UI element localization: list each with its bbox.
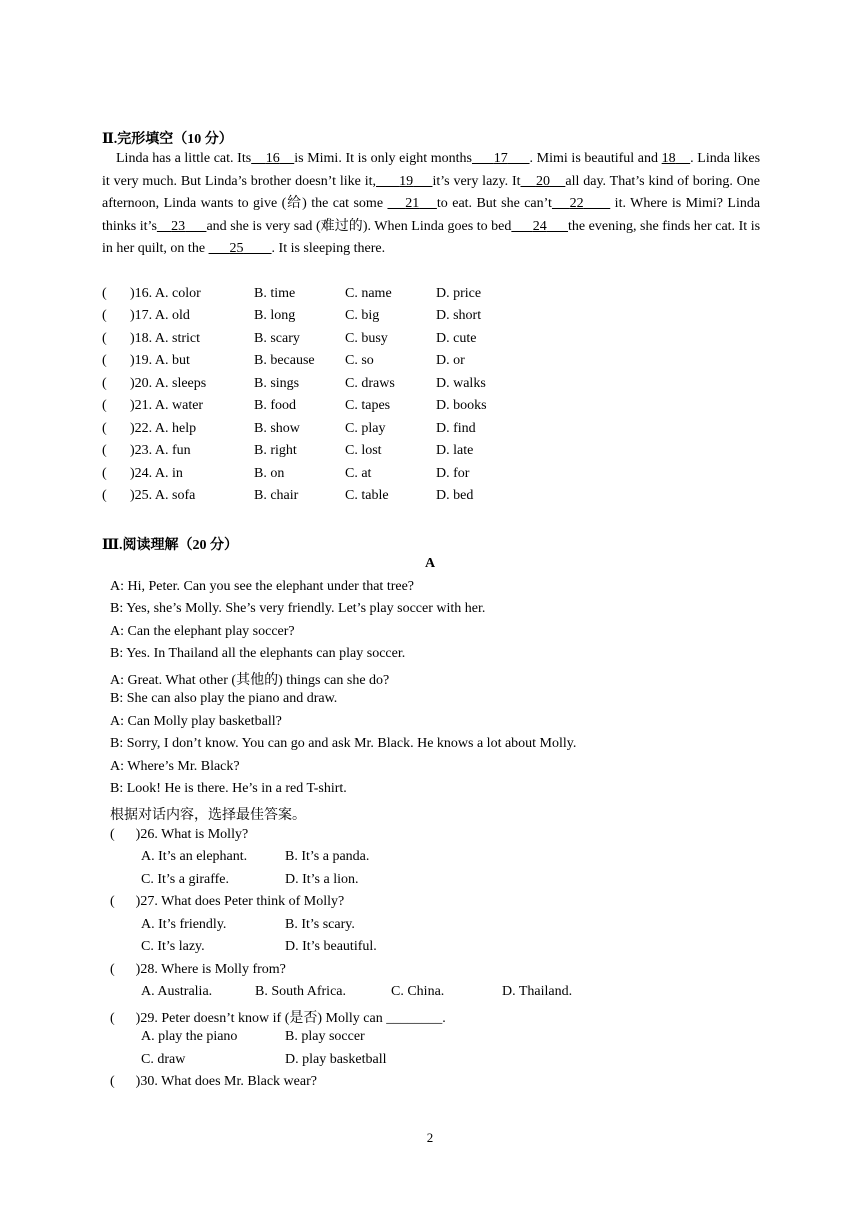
choice-29-d: D. play basketball [285,1052,387,1067]
option-c: C. big [345,308,380,323]
answer-paren[interactable]: ( [102,376,107,391]
question-27: ( )27. What does Peter think of Molly? [110,894,345,909]
cloze-passage [102,148,760,261]
option-a: )22. A. help [130,421,197,436]
cloze-item [102,353,760,375]
choice-26-b: B. It’s a panda. [285,849,370,864]
passage-text: and she is very sad (难过的). When Linda goes to bed [206,218,512,234]
dialogue-line: A: Hi, Peter. Can you see the elephant under that tree? [110,579,415,594]
passage-text: it. Where is Mimi? Linda thinks it’s [102,196,761,234]
passage-text: is Mimi. It is only eight months [294,151,472,166]
option-b: B. on [254,466,285,481]
dialogue-line: B: Yes, she’s Molly. She’s very friendly. Let’s play soccer with her. [110,601,486,616]
answer-paren[interactable]: ( [102,353,107,368]
instruction: 根据对话内容，选择最佳答案。 [110,808,306,823]
answer-paren[interactable]: ( [102,331,107,346]
choice-27-a: A. It’s friendly. [141,917,227,932]
option-b: B. long [254,308,296,323]
option-a: )20. A. sleeps [130,376,207,391]
choice-26-d: D. It’s a lion. [285,872,359,887]
option-b: B. right [254,443,297,458]
cloze-item [102,466,760,488]
option-b: B. food [254,398,296,413]
choice-29-c: C. draw [141,1052,186,1067]
choice-28-b: B. South Africa. [255,984,346,999]
passage-label: A [424,556,436,571]
choice-29-a: A. play the piano [141,1029,238,1044]
option-b: B. because [254,353,315,368]
option-b: B. sings [254,376,300,391]
option-b: B. scary [254,331,300,346]
blank-16: 16 [265,151,280,166]
answer-paren[interactable]: ( [102,443,107,458]
blank-20: 20 [535,173,550,189]
option-c: C. busy [345,331,388,346]
cloze-item [102,398,760,420]
option-d: D. or [436,353,465,368]
option-d: D. price [436,286,482,301]
question-28: ( )28. Where is Molly from? [110,962,286,977]
option-c: C. lost [345,443,382,458]
option-a: )25. A. sofa [130,488,196,503]
answer-paren[interactable]: ( [102,466,107,481]
answer-paren[interactable]: ( [102,308,107,323]
option-d: D. find [436,421,476,436]
blank-18: 18 [661,151,676,166]
question-29: ( )29. Peter doesn’t know if (是否) Molly can ________. [110,1011,446,1026]
option-a: )17. A. old [130,308,190,323]
cloze-item [102,286,760,308]
cloze-item [102,331,760,353]
option-a: )16. A. color [130,286,201,301]
dialogue-line: B: Yes. In Thailand all the elephants can play soccer. [110,646,406,661]
option-c: C. at [345,466,372,481]
choice-28-d: D. Thailand. [502,984,573,999]
option-c: C. draws [345,376,395,391]
choice-29-b: B. play soccer [285,1029,365,1044]
blank-17: 17 [493,151,508,166]
option-d: D. late [436,443,474,458]
dialogue-line: A: Can Molly play basketball? [110,714,282,729]
cloze-item [102,308,760,330]
question-30: ( )30. What does Mr. Black wear? [110,1074,317,1089]
option-a: )23. A. fun [130,443,191,458]
choice-26-a: A. It’s an elephant. [141,849,248,864]
passage-text: Linda has a little cat. Its [116,151,252,166]
choice-27-d: D. It’s beautiful. [285,939,377,954]
option-a: )24. A. in [130,466,183,481]
section-2-title: Ⅱ.完形填空（10 分） [102,132,233,147]
page-number: 2 [426,1130,434,1145]
dialogue-line: A: Can the elephant play soccer? [110,624,295,639]
option-c: C. tapes [345,398,391,413]
passage-text: to eat. But she can’t [436,196,552,212]
choice-28-a: A. Australia. [141,984,213,999]
cloze-item [102,376,760,398]
option-d: D. books [436,398,487,413]
blank-21: 21 [405,196,420,212]
blank-19: 19 [399,173,414,189]
option-a: )18. A. strict [130,331,200,346]
option-b: B. time [254,286,296,301]
answer-paren[interactable]: ( [102,488,107,503]
option-a: )19. A. but [130,353,190,368]
section-3-title: Ⅲ.阅读理解（20 分） [102,538,239,553]
passage-text: the evening, she finds her cat. It is in her quilt, on the [102,218,761,257]
option-c: C. table [345,488,389,503]
passage-text: . It is sleeping there. [271,241,386,257]
option-b: B. show [254,421,300,436]
blank-23: 23 [171,218,186,234]
answer-paren[interactable]: ( [102,398,107,413]
cloze-item [102,421,760,443]
answer-paren[interactable]: ( [102,286,107,301]
option-b: B. chair [254,488,299,503]
option-d: D. short [436,308,482,323]
option-d: D. bed [436,488,474,503]
option-c: C. play [345,421,386,436]
passage-text: all day. That’s kind of boring. One afternoon, Linda wants to give (给) the cat some [102,173,760,212]
passage-text: . Mimi is beautiful and [529,151,662,166]
choice-26-c: C. It’s a giraffe. [141,872,229,887]
blank-24: 24 [532,218,547,234]
blank-25: 25 [229,241,244,257]
dialogue-line: A: Great. What other (其他的) things can she do? [110,673,390,688]
passage-text: . Linda likes it very much. But Linda’s brother doesn’t like it, [102,151,761,189]
cloze-item [102,488,760,510]
option-c: C. name [345,286,392,301]
choice-28-c: C. China. [391,984,445,999]
answer-paren[interactable]: ( [102,421,107,436]
choice-27-b: B. It’s scary. [285,917,355,932]
dialogue-line: B: Look! He is there. He’s in a red T-shirt. [110,781,347,796]
option-d: D. for [436,466,470,481]
passage-text: it’s very lazy. It [432,173,521,189]
question-26: ( )26. What is Molly? [110,827,249,842]
dialogue-line: B: She can also play the piano and draw. [110,691,338,706]
dialogue-line: B: Sorry, I don’t know. You can go and ask Mr. Black. He knows a lot about Molly. [110,736,577,751]
option-c: C. so [345,353,374,368]
dialogue-line: A: Where’s Mr. Black? [110,759,240,774]
option-a: )21. A. water [130,398,204,413]
choice-27-c: C. It’s lazy. [141,939,205,954]
option-d: D. walks [436,376,486,391]
option-d: D. cute [436,331,477,346]
cloze-item [102,443,760,465]
blank-22: 22 [569,196,584,212]
